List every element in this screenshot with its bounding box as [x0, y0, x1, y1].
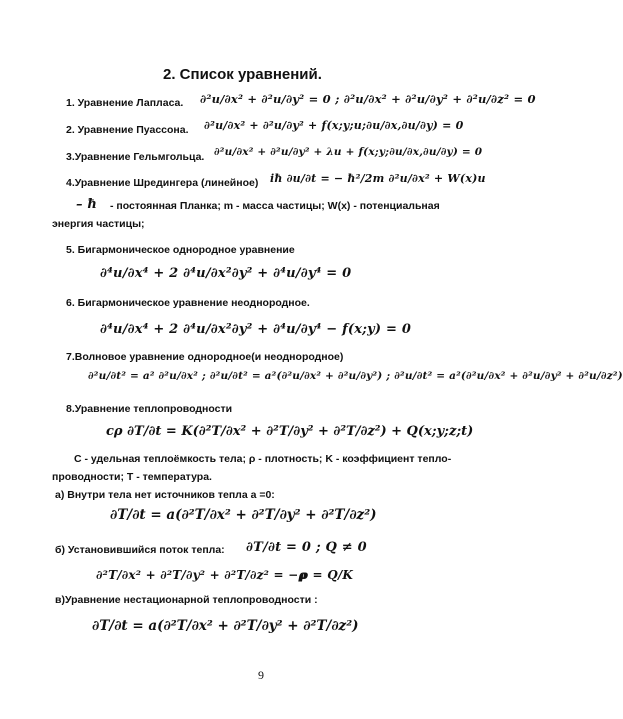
case-a-equation: ∂T/∂t = a(∂²T/∂x² + ∂²T/∂y² + ∂²T/∂z²) [110, 507, 377, 523]
helmholtz-equation: ∂²u/∂x² + ∂²u/∂y² + λu + f(x;y;∂u/∂x,∂u/∂y) = 0 [214, 146, 483, 158]
case-b-equation-right: ∂T/∂t = 0 ; Q ≠ 0 [246, 540, 367, 555]
poisson-label: 2. Уравнение Пуассона. [66, 124, 189, 136]
page-number: 9 [258, 668, 264, 682]
heat-note-line1: С - удельная теплоёмкость тела; ρ - плотность; K - коэффициент тепло- [74, 453, 452, 465]
biharmonic-inhomogeneous-label: 6. Бигармоническое уравнение неоднородное. [66, 297, 310, 309]
case-b-equation-2: ρ = Q/K [300, 568, 354, 582]
wave-label: 7.Волновое уравнение однородное(и неоднородное) [66, 351, 344, 363]
planck-symbol: – ħ [76, 197, 98, 212]
heat-note-line2: проводности; T - температура. [52, 471, 212, 483]
planck-note-line2: энергия частицы; [52, 218, 145, 230]
heat-label: 8.Уравнение теплопроводности [66, 403, 233, 415]
schrodinger-equation: iħ ∂u/∂t = − ħ²/2m ∂²u/∂x² + W(x)u [270, 172, 486, 185]
case-c-equation: ∂T/∂t = a(∂²T/∂x² + ∂²T/∂y² + ∂²T/∂z²) [92, 618, 359, 634]
biharmonic-homogeneous-equation: ∂⁴u/∂x⁴ + 2 ∂⁴u/∂x²∂y² + ∂⁴u/∂y⁴ = 0 [100, 266, 352, 281]
biharmonic-inhomogeneous-equation: ∂⁴u/∂x⁴ + 2 ∂⁴u/∂x²∂y² + ∂⁴u/∂y⁴ − f(x;y) = 0 [100, 322, 412, 337]
laplace-equation: ∂²u/∂x² + ∂²u/∂y² = 0 ; ∂²u/∂x² + ∂²u/∂y² + ∂²u/∂z² = 0 [200, 92, 536, 106]
page-title: 2. Список уравнений. [163, 66, 322, 83]
wave-equation: ∂²u/∂t² = a² ∂²u/∂x² ; ∂²u/∂t² = a²(∂²u/∂x² + ∂²u/∂y²) ; ∂²u/∂t² = a²(∂²u/∂x² + ∂²u/∂y² + ∂²u/∂z²) [88, 370, 623, 382]
helmholtz-label: 3.Уравнение Гельмгольца. [66, 151, 205, 163]
poisson-equation: ∂²u/∂x² + ∂²u/∂y² + f(x;y;u;∂u/∂x,∂u/∂y) = 0 [204, 119, 464, 132]
heat-equation: cρ ∂T/∂t = K(∂²T/∂x² + ∂²T/∂y² + ∂²T/∂z²) + Q(x;y;z;t) [106, 424, 474, 439]
planck-note-line1: - постоянная Планка; m - масса частицы; W(x) - потенциальная [110, 200, 440, 212]
biharmonic-homogeneous-label: 5. Бигармоническое однородное уравнение [66, 244, 295, 256]
case-c-label: в)Уравнение нестационарной теплопроводности : [55, 594, 318, 606]
laplace-label: 1. Уравнение Лапласа. [66, 97, 184, 109]
schrodinger-label: 4.Уравнение Шредингера (линейное) [66, 177, 259, 189]
case-b-equation: ∂²T/∂x² + ∂²T/∂y² + ∂²T/∂z² = −ρ [96, 568, 307, 582]
case-a-label: а) Внутри тела нет источников тепла a =0: [55, 489, 275, 501]
case-b-label: б) Установившийся поток тепла: [55, 544, 225, 556]
